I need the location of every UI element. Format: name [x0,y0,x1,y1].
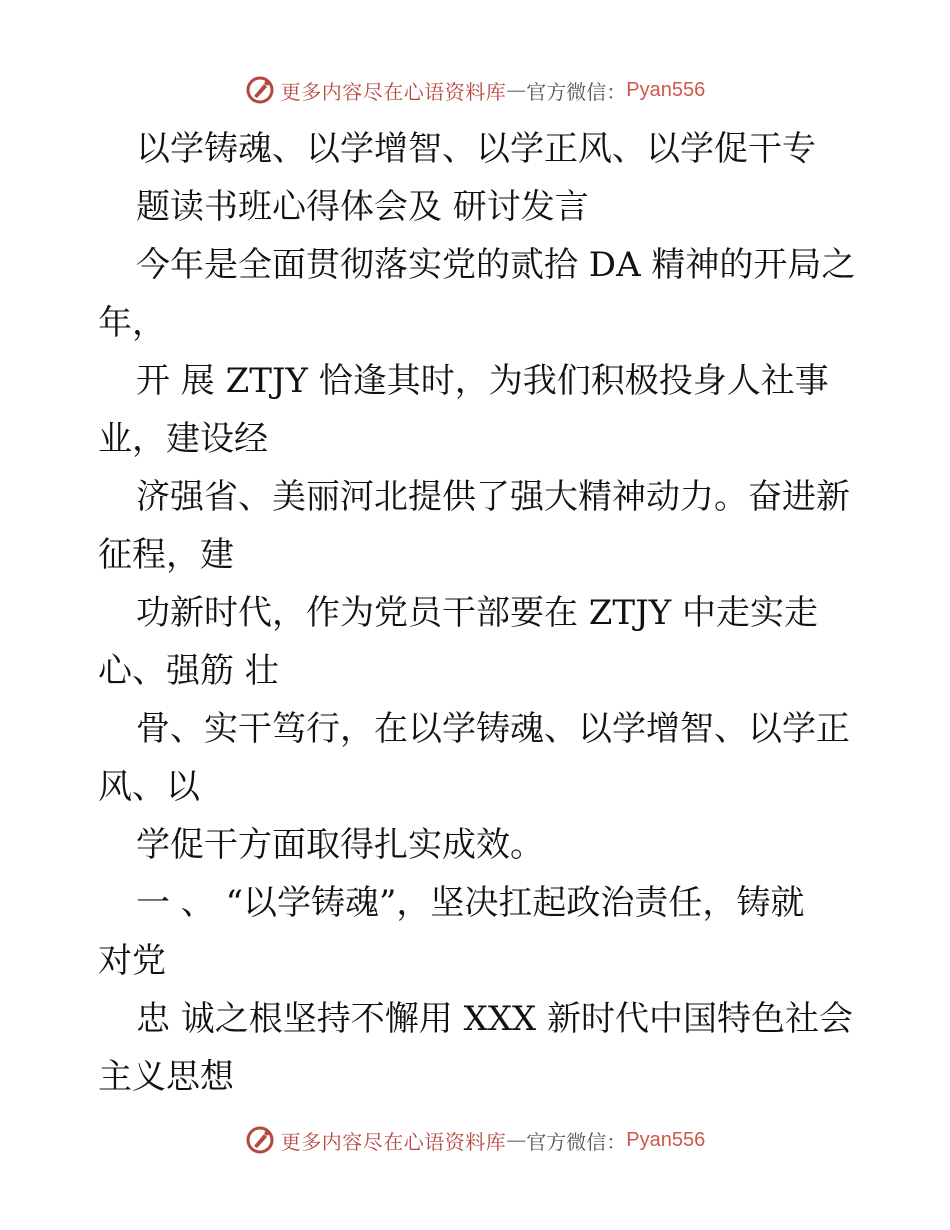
footer-watermark-text: 更多内容尽在心语资料库 [280,1129,507,1154]
header-watermark-text: 更多内容尽在心语资料库 [280,79,507,104]
text-line: 题读书班心得体会及 研讨发言 [136,187,589,227]
text-line: 年， [98,303,166,343]
text-line: 对党 [98,941,166,981]
header-wechat-id: Pyan556 [626,78,706,101]
header-wechat-label: 官方微信： [526,79,627,104]
text-line: 开 展 ZTJY 恰逢其时，为我们积极投身人社事 [136,361,829,401]
text-line: 骨、实干笃行，在以学铸魂、以学增智、以学正 [136,709,850,749]
footer-separator: — [506,1128,527,1152]
header-watermark [0,70,950,110]
text-line: 功新时代，作为党员干部要在 ZTJY 中走实走 [136,593,818,633]
pen-logo-icon [245,1125,275,1155]
text-line: 济强省、美丽河北提供了强大精神动力。奋进新 [136,477,850,517]
text-line: 一 、 “以学铸魂”，坚决扛起政治责任，铸就 [136,883,805,923]
document-body [98,120,858,1106]
text-line: 主义思想 [98,1057,234,1097]
text-line: 学促干方面取得扎实成效。 [136,825,544,865]
pen-logo-icon [245,75,275,105]
text-line: 今年是全面贯彻落实党的贰拾 DA 精神的开局之 [136,245,856,285]
footer-wechat-id: Pyan556 [626,1128,706,1151]
text-line: 业，建设经 [98,419,268,459]
text-line: 心、强筋 壮 [98,651,279,691]
text-line: 忠 诚之根坚持不懈用 XXX 新时代中国特色社会 [136,999,854,1039]
text-line: 风、以 [98,767,200,807]
text-line: 征程，建 [98,535,234,575]
footer-wechat-label: 官方微信： [526,1129,627,1154]
header-separator: — [506,78,527,102]
text-line: 以学铸魂、以学增智、以学正风、以学促干专 [136,129,816,169]
footer-watermark [0,1120,950,1160]
